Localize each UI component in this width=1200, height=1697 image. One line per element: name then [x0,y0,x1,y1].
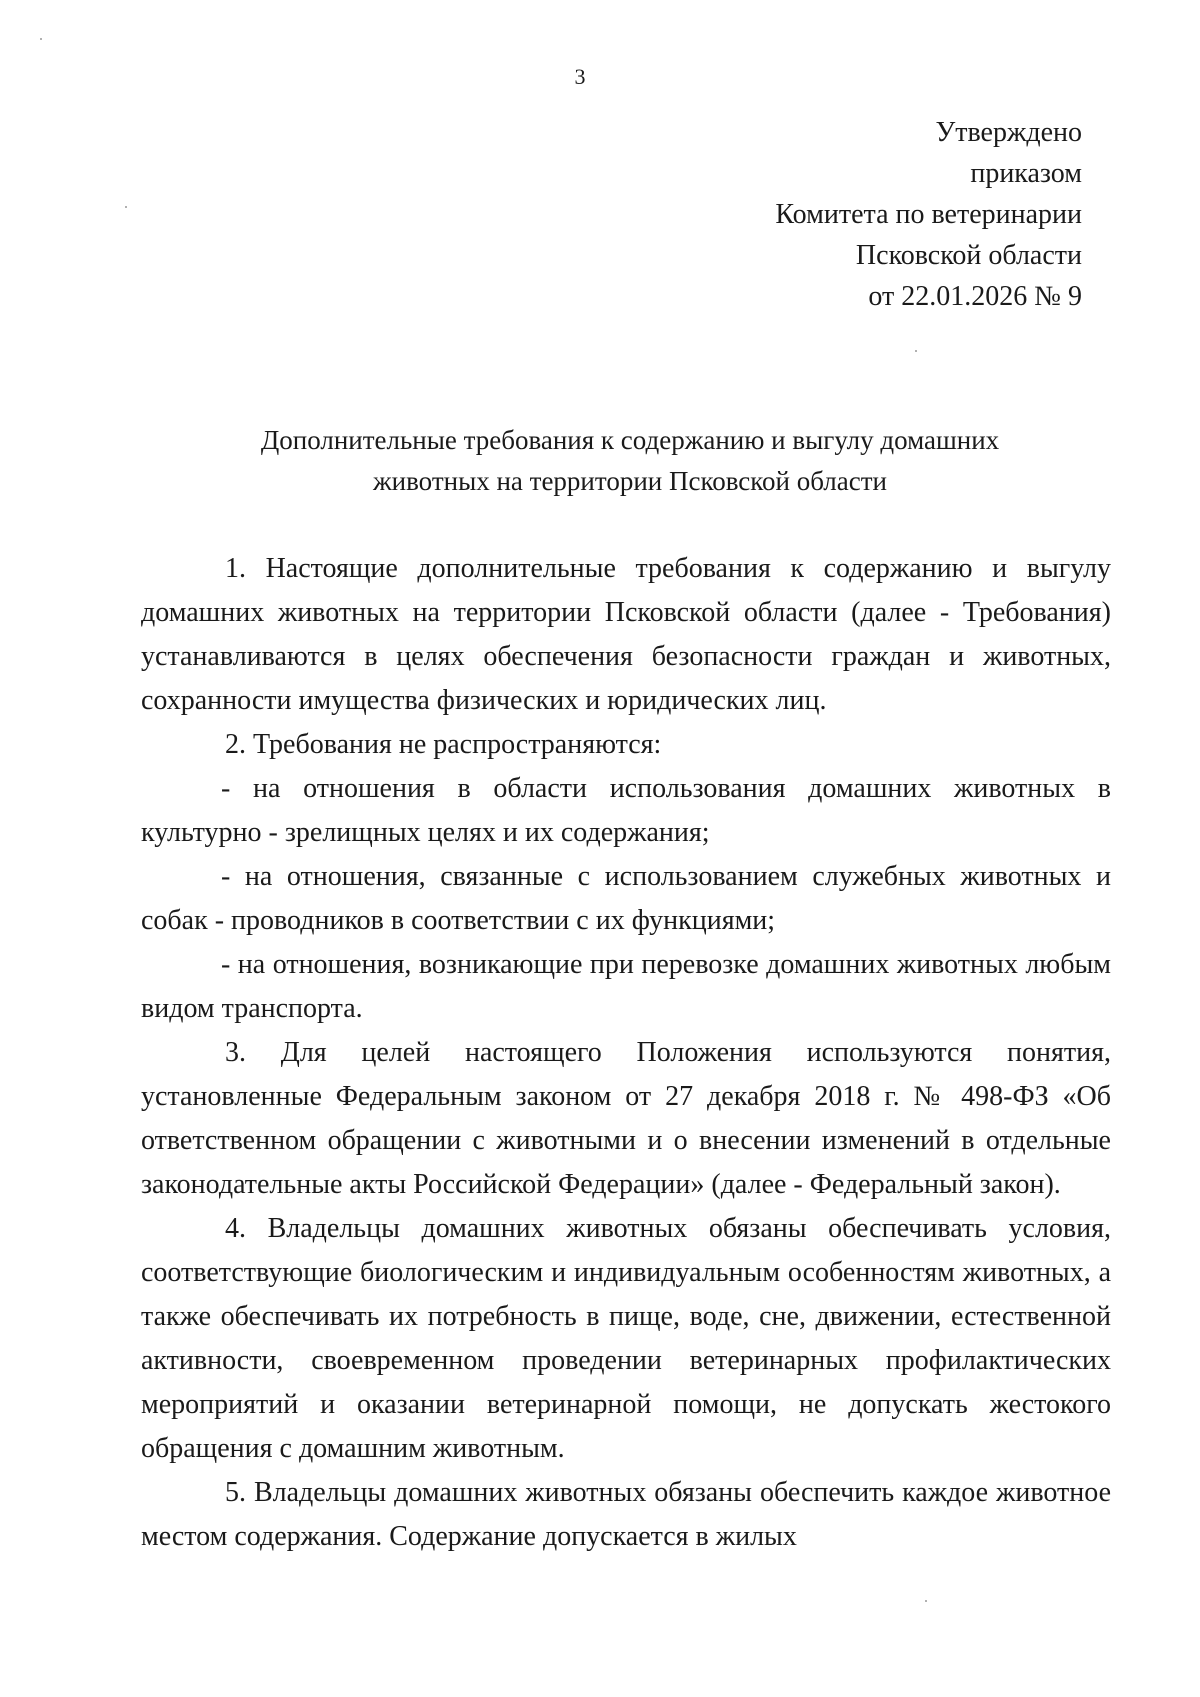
page-number: 3 [574,64,586,89]
approval-line-order: приказом [970,158,1082,189]
scan-speck [915,350,917,352]
paragraph-2-item-2: - на отношения, связанные с использованием служебных животных и собак - проводников в соответствии с их функциями; [141,861,1111,936]
scan-speck [40,38,42,40]
paragraph-5: 5. Владельцы домашних животных обязаны обеспечить каждое животное местом содержания. Содержание допускается в жилых [141,1477,1111,1552]
paragraph-2-item-3: - на отношения, возникающие при перевозке домашних животных любым видом транспорта. [141,949,1111,1024]
document-title-line-2: животных на территории Псковской области [373,466,887,496]
document-title-line-1: Дополнительные требования к содержанию и выгулу домашних [260,425,1000,455]
approval-line-approved: Утверждено [935,117,1082,148]
approval-stamp [775,112,1082,317]
scan-speck [125,206,127,208]
paragraph-1: 1. Настоящие дополнительные требования к содержанию и выгулу домашних животных на территории Псковской области (далее - Требования) устанавливаются в целях обеспечения безопасности граждан и животных, сохранности имущества физических и юридических лиц. [141,553,1111,716]
paragraph-4: 4. Владельцы домашних животных обязаны обеспечивать условия, соответствующие биологическим и индивидуальным особенностям животных, а также обеспечивать их потребность в пище, воде, сне, движении, естественной активности, своевременном проведении ветеринарных профилактических мероприятий и оказании ветеринарной помощи, не допускать жестокого обращения с домашним животным. [141,1213,1111,1464]
document-title [180,420,1080,502]
document-body [141,547,1111,1559]
scan-speck [925,1600,927,1602]
approval-line-committee: Комитета по ветеринарии [775,199,1082,230]
paragraph-3: 3. Для целей настоящего Положения используются понятия, установленные Федеральным законом от 27 декабря 2018 г. № 498-ФЗ «Об ответственном обращении с животными и о внесении изменений в отдельные законодательные акты Российской Федерации» (далее - Федеральный закон). [141,1037,1111,1200]
approval-line-date-number: от 22.01.2026 № 9 [868,281,1082,312]
paragraph-2-item-1: - на отношения в области использования домашних животных в культурно - зрелищных целях и их содержания; [141,773,1111,848]
approval-line-region: Псковской области [855,240,1082,271]
paragraph-2: 2. Требования не распространяются: [225,729,662,760]
